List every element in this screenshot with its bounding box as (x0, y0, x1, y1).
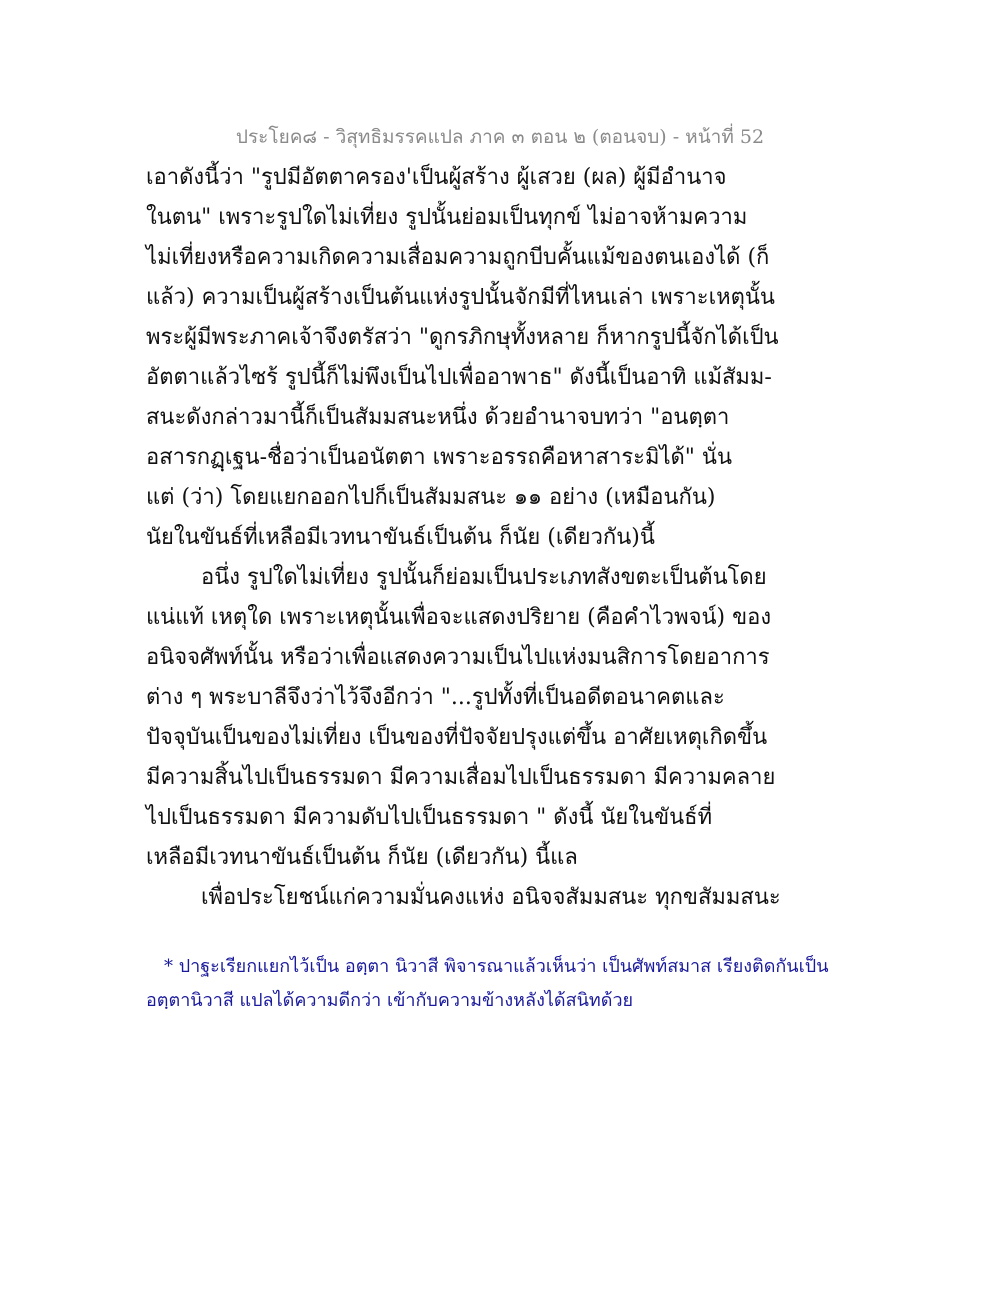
page-header: ประโยค๘ - วิสุทธิมรรคแปล ภาค ๓ ตอน ๒ (ตอนจบ) - หน้าที่ 52 (235, 126, 765, 148)
paragraph-start-line: อนึ่ง รูปใดไม่เที่ยง รูปนั้นก็ย่อมเป็นประเภทสังขตะเป็นต้นโดย (201, 565, 767, 590)
text-line: ปัจจุบันเป็นของไม่เที่ยง เป็นของที่ปัจจัยปรุงแต่ขึ้น อาศัยเหตุเกิดขึ้น (146, 725, 768, 750)
footnote-line: * ปาฐะเรียกแยกไว้เป็น อตฺตา นิวาสี พิจารณาแล้วเห็นว่า เป็นศัพท์สมาส เรียงติดกันเป็น (164, 956, 829, 977)
text-line: เหลือมีเวทนาขันธ์เป็นต้น ก็นัย (เดียวกัน) นี้แล (146, 845, 578, 870)
text-line: ไปเป็นธรรมดา มีความดับไปเป็นธรรมดา " ดังนี้ นัยในขันธ์ที่ (146, 805, 713, 830)
text-line: อัตตาแล้วไซร้ รูปนี้ก็ไม่พึงเป็นไปเพื่ออาพาธ" ดังนี้เป็นอาทิ แม้สัมม- (146, 365, 772, 390)
text-line: ต่าง ๆ พระบาลีจึงว่าไว้จึงอีกว่า "...รูปทั้งที่เป็นอดีตอนาคตและ (146, 685, 725, 710)
text-line: อนิจจศัพท์นั้น หรือว่าเพื่อแสดงความเป็นไปแห่งมนสิการโดยอาการ (146, 645, 770, 670)
text-line: แต่ (ว่า) โดยแยกออกไปก็เป็นสัมมสนะ ๑๑ อย่าง (เหมือนกัน) (146, 485, 716, 510)
body-text (146, 158, 866, 918)
text-line: ในตน" เพราะรูปใดไม่เที่ยง รูปนั้นย่อมเป็นทุกข์ ไม่อาจห้ามความ (146, 205, 748, 230)
text-line: นัยในขันธ์ที่เหลือมีเวทนาขันธ์เป็นต้น ก็นัย (เดียวกัน)นี้ (146, 525, 655, 550)
paragraph-start-line: เพื่อประโยชน์แก่ความมั่นคงแห่ง อนิจจสัมมสนะ ทุกขสัมมสนะ (201, 885, 781, 910)
text-line: สนะดังกล่าวมานี้ก็เป็นสัมมสนะหนึ่ง ด้วยอำนาจบทว่า "อนตฺตา (146, 405, 730, 430)
text-line: มีความสิ้นไปเป็นธรรมดา มีความเสื่อมไปเป็นธรรมดา มีความคลาย (146, 765, 776, 790)
text-line: อสารกฏฺเฐน-ชื่อว่าเป็นอนัตตา เพราะอรรถคือหาสาระมิได้" นั่น (146, 445, 732, 470)
footnote (146, 950, 866, 1018)
footnote-line: อตฺตานิวาสี แปลได้ความดีกว่า เข้ากับความข้างหลังได้สนิทด้วย (146, 990, 634, 1011)
text-line: พระผู้มีพระภาคเจ้าจึงตรัสว่า "ดูกรภิกษุทั้งหลาย ก็หากรูปนี้จักได้เป็น (146, 325, 779, 350)
text-line: แน่แท้ เหตุใด เพราะเหตุนั้นเพื่อจะแสดงปริยาย (คือคำไวพจน์) ของ (146, 605, 772, 630)
text-line: เอาดังนี้ว่า "รูปมีอัตตาครอง'เป็นผู้สร้าง ผู้เสวย (ผล) ผู้มีอำนาจ (146, 165, 727, 190)
text-line: ไม่เที่ยงหรือความเกิดความเสื่อมความถูกบีบคั้นแม้ของตนเองได้ (ก็ (146, 245, 770, 270)
text-line: แล้ว) ความเป็นผู้สร้างเป็นต้นแห่งรูปนั้นจักมีที่ไหนเล่า เพราะเหตุนั้น (146, 285, 775, 310)
